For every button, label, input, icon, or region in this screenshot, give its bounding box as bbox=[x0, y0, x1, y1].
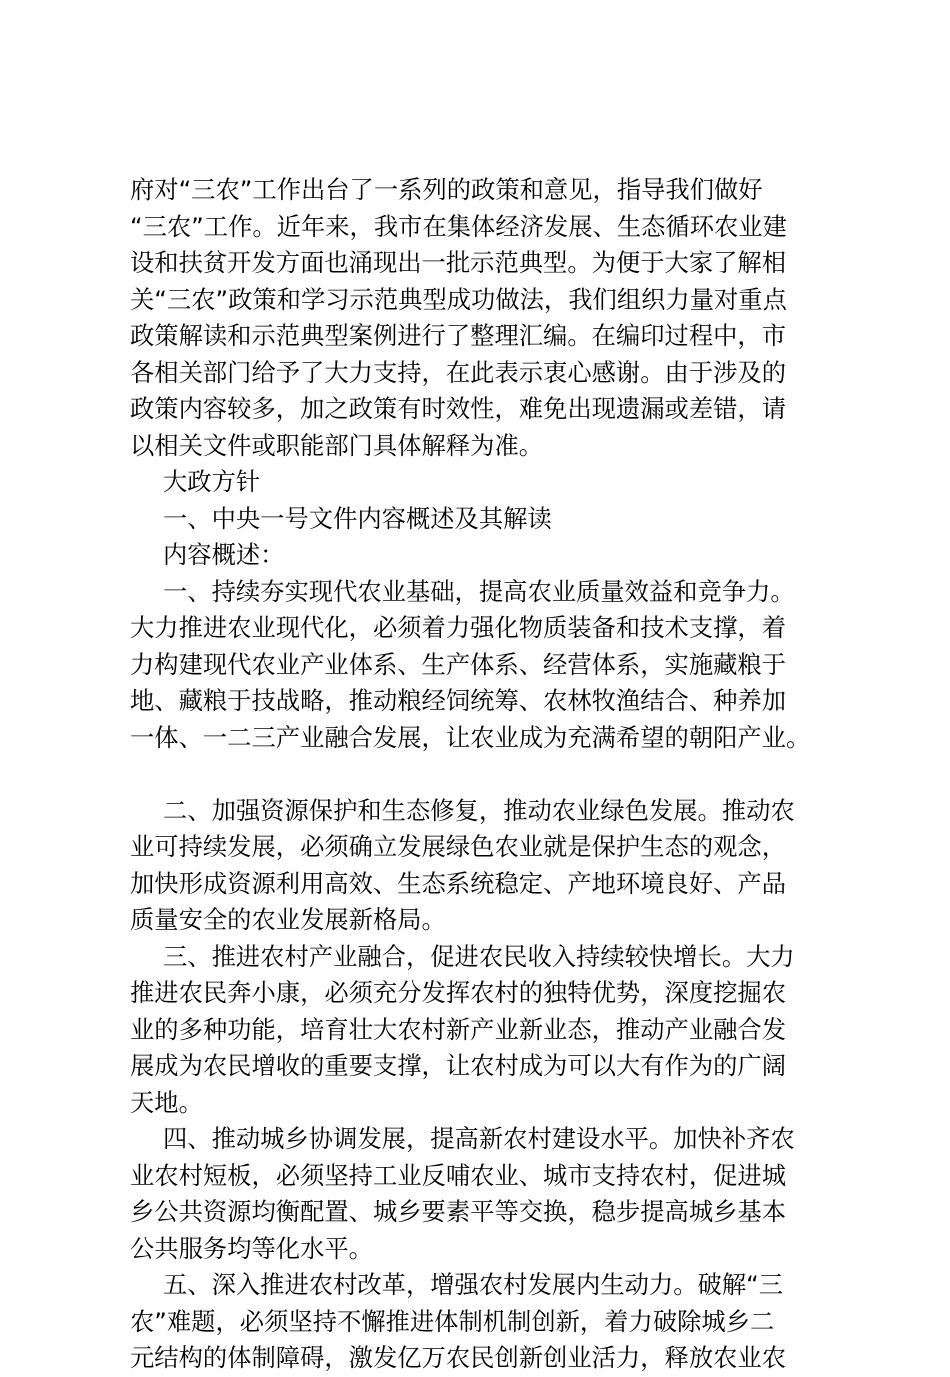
text-line: 各相关部门给予了大力支持，在此表示衷心感谢。由于涉及的 bbox=[130, 357, 787, 387]
text-line: 乡公共资源均衡配置、城乡要素平等交换，稳步提高城乡基本 bbox=[130, 1197, 787, 1226]
text-line: 展成为农民增收的重要支撑，让农村成为可以大有作为的广阔 bbox=[130, 1051, 787, 1080]
text-line: 五、深入推进农村改革，增强农村发展内生动力。破解“三 bbox=[163, 1270, 784, 1299]
text-line: 农”难题，必须坚持不懈推进体制机制创新，着力破除城乡二 bbox=[130, 1306, 775, 1336]
text-line: 业农村短板，必须坚持工业反哺农业、城市支持农村，促进城 bbox=[130, 1160, 787, 1190]
text-line: 政策解读和示范典型案例进行了整理汇编。在编印过程中，市 bbox=[130, 321, 787, 350]
text-line: 大力推进农业现代化，必须着力强化物质装备和技术支撑，着 bbox=[130, 613, 787, 642]
text-line: 一体、一二三产业融合发展，让农业成为充满希望的朝阳产业。 bbox=[130, 722, 811, 752]
document-body bbox=[130, 172, 830, 1377]
text-line: 公共服务均等化水平。 bbox=[130, 1233, 373, 1263]
text-line: 设和扶贫开发方面也涌现出一批示范典型。为便于大家了解相 bbox=[130, 248, 787, 277]
text-line: 天地。 bbox=[130, 1087, 203, 1117]
text-line: 四、推动城乡协调发展，提高新农村建设水平。加快补齐农 bbox=[163, 1124, 795, 1153]
text-line: 加快形成资源利用高效、生态系统稳定、产地环境良好、产品 bbox=[130, 868, 787, 898]
text-line: 一、持续夯实现代农业基础，提高农业质量效益和竞争力。 bbox=[163, 576, 795, 606]
text-line: 元结构的体制障碍，激发亿万农民创新创业活力，释放农业农 bbox=[130, 1343, 787, 1372]
text-line: 政策内容较多，加之政策有时效性，难免出现遗漏或差错，请 bbox=[130, 394, 787, 423]
text-line: 以相关文件或职能部门具体解释为准。 bbox=[130, 430, 544, 460]
text-line: “三农”工作。近年来，我市在集体经济发展、生态循环农业建 bbox=[130, 211, 787, 241]
text-line: 内容概述： bbox=[163, 540, 285, 569]
text-line: 大政方针 bbox=[163, 467, 261, 496]
text-line: 一、中央一号文件内容概述及其解读 bbox=[163, 503, 552, 533]
text-line: 力构建现代农业产业体系、生产体系、经营体系，实施藏粮于 bbox=[130, 649, 787, 679]
text-line: 地、藏粮于技战略，推动粮经饲统筹、农林牧渔结合、种养加 bbox=[130, 686, 787, 715]
text-line bbox=[130, 756, 830, 793]
text-line: 关“三农”政策和学习示范典型成功做法，我们组织力量对重点 bbox=[130, 284, 787, 314]
text-line: 二、加强资源保护和生态修复，推动农业绿色发展。推动农 bbox=[163, 795, 795, 825]
text-line: 三、推进农村产业融合，促进农民收入持续较快增长。大力 bbox=[163, 941, 795, 971]
text-line: 推进农民奔小康，必须充分发挥农村的独特优势，深度挖掘农 bbox=[130, 978, 787, 1007]
text-line: 业可持续发展，必须确立发展绿色农业就是保护生态的观念， bbox=[130, 832, 787, 861]
text-line: 府对“三农”工作出台了一系列的政策和意见，指导我们做好 bbox=[130, 175, 763, 204]
text-line: 质量安全的农业发展新格局。 bbox=[130, 905, 446, 934]
text-line: 业的多种功能，培育壮大农村新产业新业态，推动产业融合发 bbox=[130, 1014, 787, 1044]
